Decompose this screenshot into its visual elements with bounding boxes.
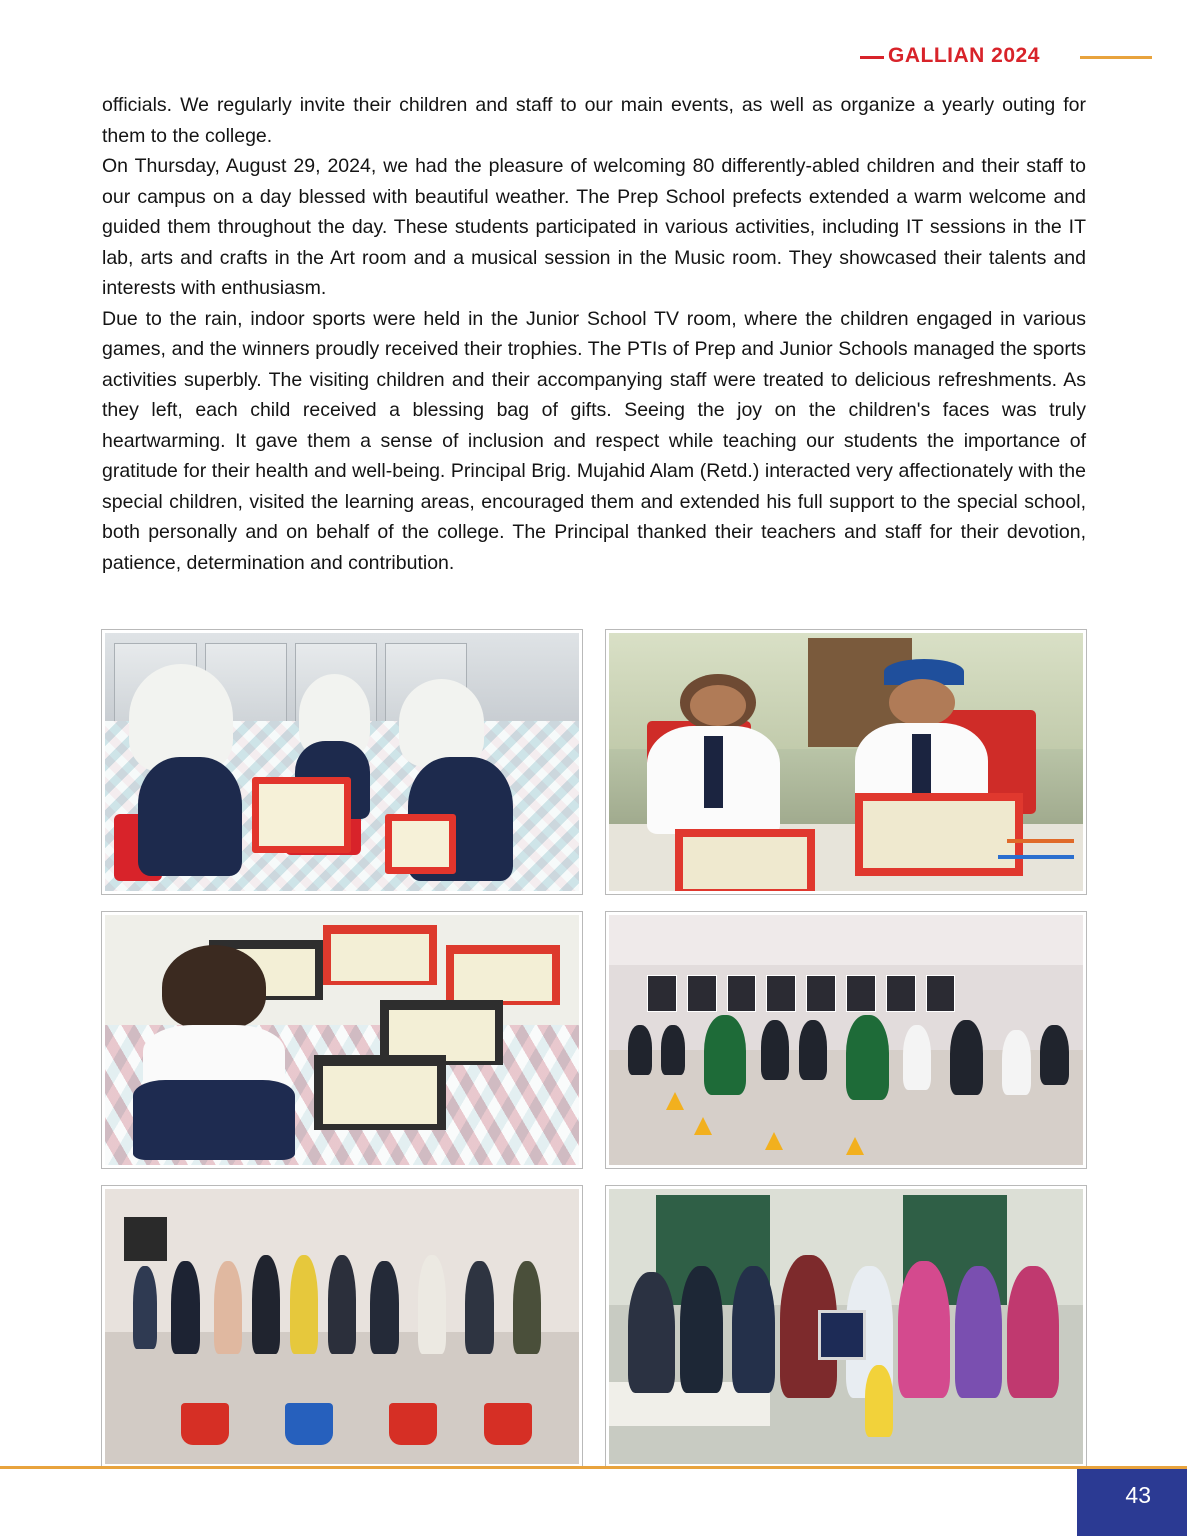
article-body bbox=[102, 90, 1086, 578]
photo-two-boys-artwork bbox=[606, 630, 1086, 894]
photo-award-presentation bbox=[606, 1186, 1086, 1467]
photo-girl-colouring bbox=[102, 912, 582, 1168]
paragraph-3: Due to the rain, indoor sports were held in the Junior School TV room, where the children engaged in various games, and the winners proudly received their trophies. The PTIs of Prep and Junior Schools managed the sports activities superbly. The visiting children and their accompanying staff were treated to delicious refreshments. As they left, each child received a blessing bag of gifts. Seeing the joy on the children's faces was truly heartwarming. It gave them a sense of inclusion and respect while teaching our students the importance of gratitude for their health and well-being. Principal Brig. Mujahid Alam (Retd.) interacted very affectionately with the special children, visited the learning areas, encouraged them and extended his full support to the special school, both personally and on behalf of the college. The Principal thanked their teachers and staff for their devotion, patience, determination and contribution. bbox=[102, 307, 1086, 574]
page-number: 43 bbox=[1125, 1482, 1151, 1508]
header-rule-red bbox=[860, 56, 884, 59]
page-title: GALLIAN 2024 bbox=[888, 44, 1040, 67]
footer-rule bbox=[0, 1466, 1187, 1469]
header-rule-gold bbox=[1080, 56, 1152, 59]
photo-gallery bbox=[102, 630, 1086, 1467]
photo-bucket-game bbox=[102, 1186, 582, 1467]
page-header bbox=[0, 44, 1187, 68]
paragraph-2: On Thursday, August 29, 2024, we had the pleasure of welcoming 80 differently-abled children and their staff to our campus on a day blessed with beautiful weather. The Prep School prefects extended a warm welcome and guided them throughout the day. These students participated in various activities, including IT sessions in the IT lab, arts and crafts in the Art room and a musical session in the Music room. They showcased their talents and interests with enthusiasm. bbox=[102, 155, 1086, 299]
photo-art-room-girls bbox=[102, 630, 582, 894]
paragraph-1: officials. We regularly invite their children and staff to our main events, as well as organize a yearly outing for them to the college. bbox=[102, 94, 1086, 147]
photo-indoor-sports-hall bbox=[606, 912, 1086, 1168]
